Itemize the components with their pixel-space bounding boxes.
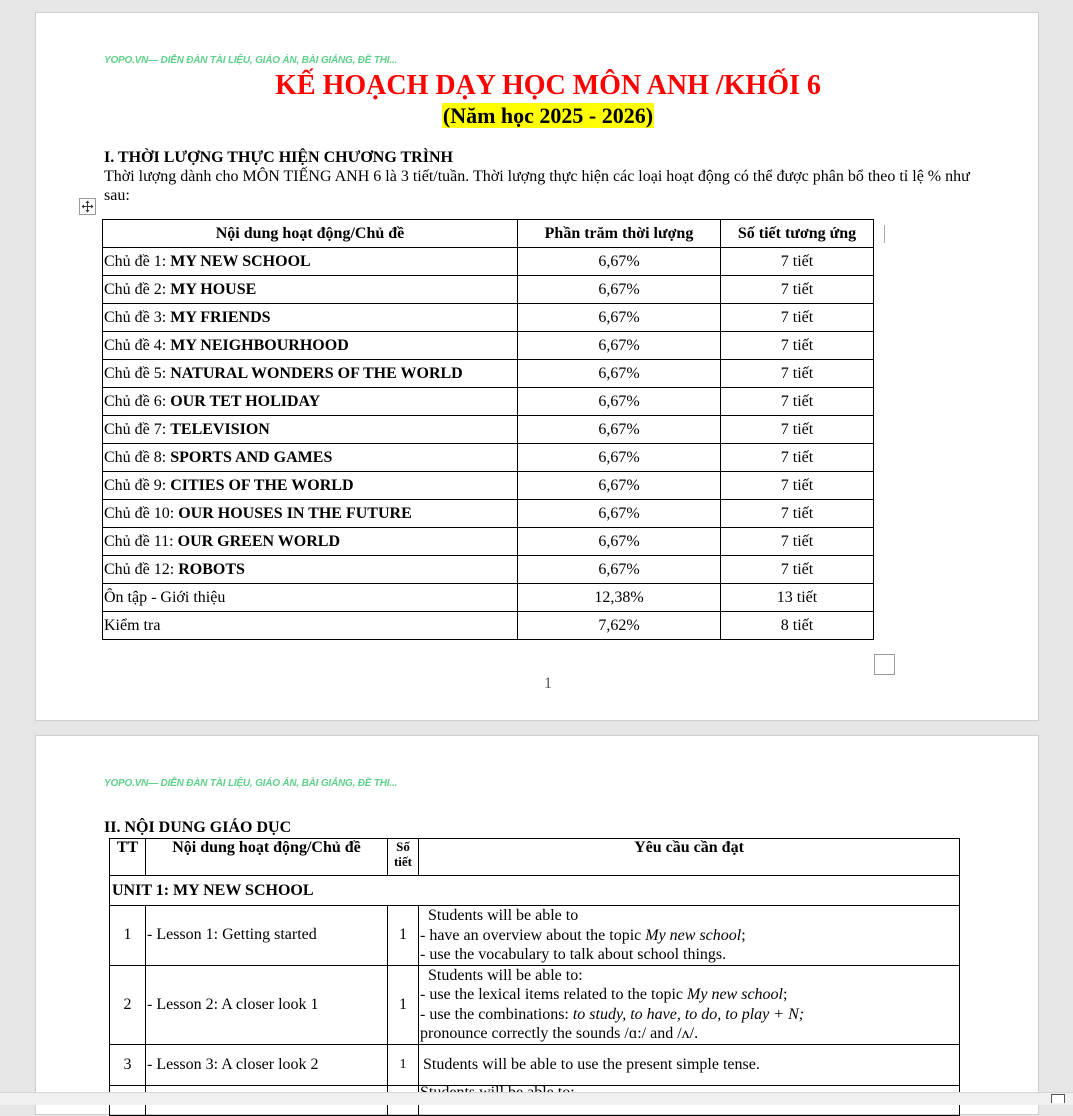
document-page-1 [35,12,1039,721]
row-topic: Kiểm tra [103,612,518,640]
lesson-name: - Lesson 1: Getting started [146,906,388,966]
table-row [103,528,874,556]
table-row [110,965,960,1044]
header-periods: Số tiết tương ứng [721,220,874,248]
header-percent: Phần trăm thời lượng [518,220,721,248]
row-topic: Chủ đề 1: MY NEW SCHOOL [103,248,518,276]
table-move-handle[interactable] [79,198,96,215]
row-topic: Chủ đề 10: OUR HOUSES IN THE FUTURE [103,500,518,528]
row-percent: 6,67% [518,304,721,332]
row-topic: Chủ đề 11: OUR GREEN WORLD [103,528,518,556]
section-2-heading: II. NỘI DUNG GIÁO DỤC [104,819,292,836]
table-row [103,360,874,388]
row-periods: 7 tiết [721,472,874,500]
watermark: YOPO.VN— DIỄN ĐÀN TÀI LIỆU, GIÁO ÁN, BÀI GIẢNG, ĐỀ THI... [104,55,398,66]
row-percent: 6,67% [518,416,721,444]
table-resize-handle[interactable] [874,654,895,675]
lesson-name: - Lesson 3: A closer look 2 [146,1044,388,1085]
row-periods: 7 tiết [721,304,874,332]
header-requirements: Yêu cầu cần đạt [419,839,960,876]
table-header-row [103,220,874,248]
education-content-table [109,838,960,1116]
unit-row [110,876,960,906]
row-topic: Chủ đề 7: TELEVISION [103,416,518,444]
lesson-periods: 1 [388,906,419,966]
lesson-requirements: Students will be able to use the present simple tense. [419,1044,960,1085]
table-row [103,472,874,500]
table-row [103,612,874,640]
row-topic: Chủ đề 9: CITIES OF THE WORLD [103,472,518,500]
table-row [103,416,874,444]
row-periods: 8 tiết [721,612,874,640]
header-content: Nội dung hoạt động/Chủ đề [103,220,518,248]
row-periods: 7 tiết [721,360,874,388]
section-1-heading: I. THỜI LƯỢNG THỰC HIỆN CHƯƠNG TRÌNH [104,149,453,166]
row-percent: 6,67% [518,528,721,556]
lesson-requirements: Students will be able to - have an overview about the topic My new school; - use the vocabulary to talk about school things. [419,906,960,966]
table-row [103,388,874,416]
row-topic: Chủ đề 5: NATURAL WONDERS OF THE WORLD [103,360,518,388]
lesson-tt: 2 [110,965,146,1044]
school-year: (Năm học 2025 - 2026) [442,103,654,128]
row-periods: 7 tiết [721,388,874,416]
row-periods: 7 tiết [721,500,874,528]
document-title: KẾ HOẠCH DẠY HỌC MÔN ANH /KHỐI 6 [275,70,821,101]
row-percent: 6,67% [518,472,721,500]
view-toggle-icon[interactable] [1051,1094,1065,1103]
table-row [110,906,960,966]
row-periods: 7 tiết [721,444,874,472]
row-percent: 6,67% [518,248,721,276]
row-percent: 12,38% [518,584,721,612]
row-percent: 6,67% [518,332,721,360]
move-arrows-icon [81,200,94,213]
document-page-2 [35,735,1039,1115]
row-periods: 7 tiết [721,276,874,304]
horizontal-scrollbar[interactable] [0,1092,1073,1105]
row-periods: 7 tiết [721,556,874,584]
row-percent: 6,67% [518,444,721,472]
row-percent: 6,67% [518,388,721,416]
row-topic: Chủ đề 2: MY HOUSE [103,276,518,304]
table-row [103,556,874,584]
table-row [103,444,874,472]
table-row [103,248,874,276]
row-percent: 6,67% [518,556,721,584]
header-periods: Số tiết [388,839,419,876]
header-content: Nội dung hoạt động/Chủ đề [146,839,388,876]
lesson-requirements: Students will be able to: - use the lexical items related to the topic My new school; - use the combinations: to study, to have, to do, to play + N; pronounce correctly the sounds /ɑ:/ and /ʌ/. [419,965,960,1044]
row-topic: Ôn tập - Giới thiệu [103,584,518,612]
row-end-marker [884,225,885,243]
row-topic: Chủ đề 6: OUR TET HOLIDAY [103,388,518,416]
table-row [103,584,874,612]
table-row [103,304,874,332]
lesson-periods: 1 [388,965,419,1044]
row-percent: 6,67% [518,276,721,304]
row-percent: 7,62% [518,612,721,640]
row-periods: 7 tiết [721,248,874,276]
table-row [103,500,874,528]
table-row [103,276,874,304]
lesson-name: - Lesson 2: A closer look 1 [146,965,388,1044]
lesson-periods: 1 [388,1044,419,1085]
table-row [103,332,874,360]
row-topic: Chủ đề 12: ROBOTS [103,556,518,584]
row-percent: 6,67% [518,500,721,528]
header-tt: TT [110,839,146,876]
watermark: YOPO.VN— DIỄN ĐÀN TÀI LIỆU, GIÁO ÁN, BÀI GIẢNG, ĐỀ THI... [104,778,398,789]
school-year-line [36,103,1060,129]
lesson-tt: 3 [110,1044,146,1085]
table-header-row [110,839,960,876]
row-topic: Chủ đề 8: SPORTS AND GAMES [103,444,518,472]
row-percent: 6,67% [518,360,721,388]
row-periods: 7 tiết [721,416,874,444]
unit-title: UNIT 1: MY NEW SCHOOL [110,876,960,906]
row-periods: 7 tiết [721,332,874,360]
time-allocation-table [102,219,874,640]
row-topic: Chủ đề 4: MY NEIGHBOURHOOD [103,332,518,360]
row-topic: Chủ đề 3: MY FRIENDS [103,304,518,332]
page-number: 1 [544,675,552,692]
lesson-tt: 1 [110,906,146,966]
section-1-intro: Thời lượng dành cho MÔN TIẾNG ANH 6 là 3 tiết/tuần. Thời lượng thực hiện các loại hoạt động có thể được phân bổ theo tỉ lệ % như sau: [104,168,970,204]
row-periods: 7 tiết [721,528,874,556]
row-periods: 13 tiết [721,584,874,612]
table-row [110,1044,960,1085]
